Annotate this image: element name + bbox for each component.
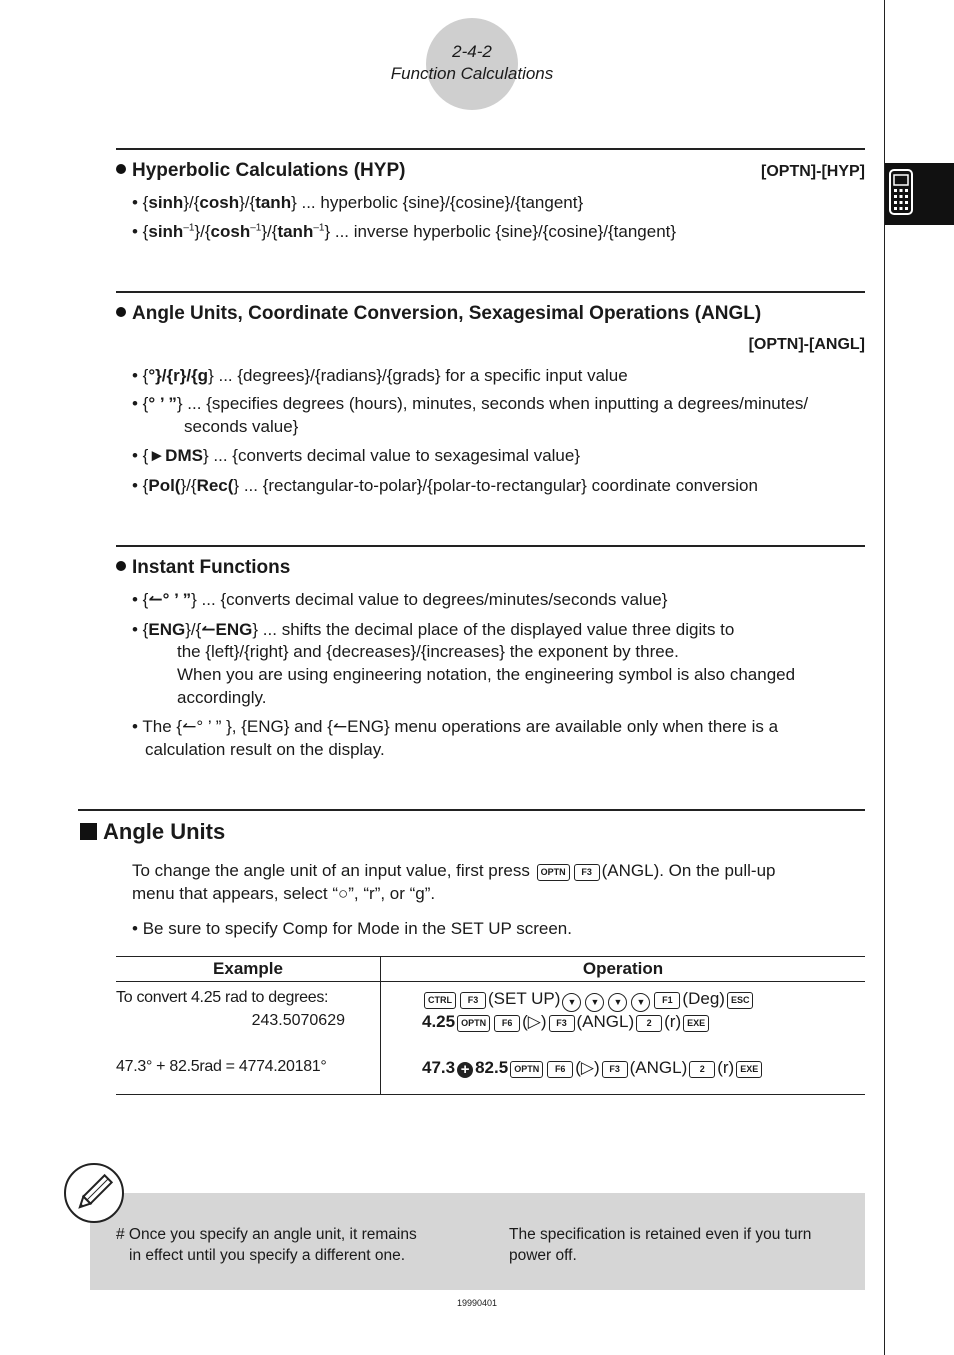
note-right: The specification is retained even if you turn power off. xyxy=(509,1226,812,1264)
page-number: 2-4-2 xyxy=(452,42,492,61)
section-title-hyp: Hyperbolic Calculations (HYP) xyxy=(116,160,405,182)
chapter-tab xyxy=(885,163,954,225)
angl-bullet-2: • {° ’ ”} ... {specifies degrees (hours), minutes, seconds when inputting a degrees/minutes/ xyxy=(132,394,809,413)
keypath-hyp: [OPTN]-[HYP] xyxy=(761,163,865,180)
bullet-dot-icon xyxy=(116,561,126,571)
instant-bullet-2-line2: the {left}/{right} and {decreases}/{increases} the exponent by three. xyxy=(177,642,679,661)
angle-units-para-line2: menu that appears, select “○”, “r”, or “g”. xyxy=(132,884,436,903)
optn-key-icon: OPTN xyxy=(457,1015,490,1032)
example-1-result: 243.5070629 xyxy=(251,1012,345,1029)
down-arrow-icon: ▼ xyxy=(608,993,627,1012)
section-rule xyxy=(116,148,865,150)
f3-key-icon: F3 xyxy=(460,992,486,1009)
section-rule xyxy=(116,545,865,547)
instant-bullet-3: • The {↼° ’ ” }, {ENG} and {↼ENG} menu operations are available only when there is a xyxy=(132,717,779,736)
angl-bullet-3: • {►DMS} ... {converts decimal value to sexagesimal value} xyxy=(132,446,581,465)
optn-key-icon: OPTN xyxy=(510,1061,543,1078)
optn-key-icon: OPTN xyxy=(537,864,570,881)
f6-key-icon: F6 xyxy=(494,1015,520,1032)
down-arrow-icon: ▼ xyxy=(631,993,650,1012)
f6-key-icon: F6 xyxy=(547,1061,573,1078)
exe-key-icon: EXE xyxy=(683,1015,709,1032)
table-rule-top xyxy=(116,956,865,957)
footer-code: 19990401 xyxy=(456,1298,498,1308)
plus-key-icon: + xyxy=(457,1062,473,1078)
section-title-angl: Angle Units, Coordinate Conversion, Sexagesimal Operations (ANGL) xyxy=(116,303,761,325)
angle-units-bullet: • Be sure to specify Comp for Mode in the SET UP screen. xyxy=(132,919,572,938)
square-bullet-icon xyxy=(80,823,97,840)
instant-bullet-2: • {ENG}/{↼ENG} ... shifts the decimal place of the displayed value three digits to xyxy=(132,620,735,639)
major-rule xyxy=(78,809,865,811)
angle-units-para-line1: To change the angle unit of an input value, first press OPTN F3 (ANGL). On the pull-up xyxy=(132,861,776,880)
hyp-bullet-2: • $\{\sinh^{-1}\}/\{\cosh^{-1}\}/\{\tanh^{-1}\}$ ... inverse hyperbolic {sine}/{cosine}/{tangent} xyxy=(132,222,677,241)
operation-1-line2: 4.25 OPTN F6 (▷) F3 (ANGL) 2 (r) EXE xyxy=(422,1012,711,1032)
bullet-dot-icon xyxy=(116,164,126,174)
operation-2: 47.3 + 82.5 OPTN F6 (▷) F3 (ANGL) 2 (r) EXE xyxy=(422,1058,764,1078)
f3-key-icon: F3 xyxy=(602,1061,628,1078)
instant-bullet-3-line2: calculation result on the display. xyxy=(145,740,385,759)
table-rule-header xyxy=(116,981,865,982)
note-left: # Once you specify an angle unit, it remains in effect until you specify a different one. xyxy=(116,1226,417,1264)
table-header-example: Example xyxy=(213,959,283,978)
instant-bullet-2-line3: When you are using engineering notation, the engineering symbol is also changed xyxy=(177,665,796,684)
bullet-dot-icon xyxy=(116,307,126,317)
angl-bullet-2-cont: seconds value} xyxy=(184,417,299,436)
calculator-icon xyxy=(885,163,954,225)
instant-bullet-1: • {↼° ’ ”} ... {converts decimal value to degrees/minutes/seconds value} xyxy=(132,590,668,609)
operation-1-line1: CTRL F3 (SET UP) ▼ ▼ ▼ ▼ F1 (Deg) ESC xyxy=(422,989,755,1012)
pencil-icon xyxy=(64,1163,124,1223)
example-2-text: 47.3° + 82.5rad = 4774.20181° xyxy=(116,1058,327,1075)
example-1-text: To convert 4.25 rad to degrees: xyxy=(116,989,329,1006)
ctrl-key-icon: CTRL xyxy=(424,992,456,1009)
f3-key-icon: F3 xyxy=(549,1015,575,1032)
two-key-icon: 2 xyxy=(689,1061,715,1078)
hyp-bullet-1: • {sinh}/{cosh}/{tanh} ... hyperbolic {sine}/{cosine}/{tangent} xyxy=(132,193,584,212)
instant-bullet-2-line4: accordingly. xyxy=(177,688,267,707)
page-title: Function Calculations xyxy=(390,64,554,83)
section-title-instant: Instant Functions xyxy=(116,557,290,579)
keypath-angl: [OPTN]-[ANGL] xyxy=(748,336,865,353)
down-arrow-icon: ▼ xyxy=(562,993,581,1012)
esc-key-icon: ESC xyxy=(727,992,754,1009)
angle-units-title: Angle Units xyxy=(80,819,225,845)
angl-bullet-4: • {Pol(}/{Rec(} ... {rectangular-to-polar}/{polar-to-rectangular} coordinate conversion xyxy=(132,476,758,495)
f1-key-icon: F1 xyxy=(654,992,680,1009)
table-header-operation: Operation xyxy=(582,959,664,978)
two-key-icon: 2 xyxy=(636,1015,662,1032)
down-arrow-icon: ▼ xyxy=(585,993,604,1012)
f3-key-icon: F3 xyxy=(574,864,600,881)
table-rule-bottom xyxy=(116,1094,865,1095)
angl-bullet-1: • {°}/{r}/{g} ... {degrees}/{radians}/{grads} for a specific input value xyxy=(132,366,628,385)
exe-key-icon: EXE xyxy=(736,1061,762,1078)
section-rule xyxy=(116,291,865,293)
